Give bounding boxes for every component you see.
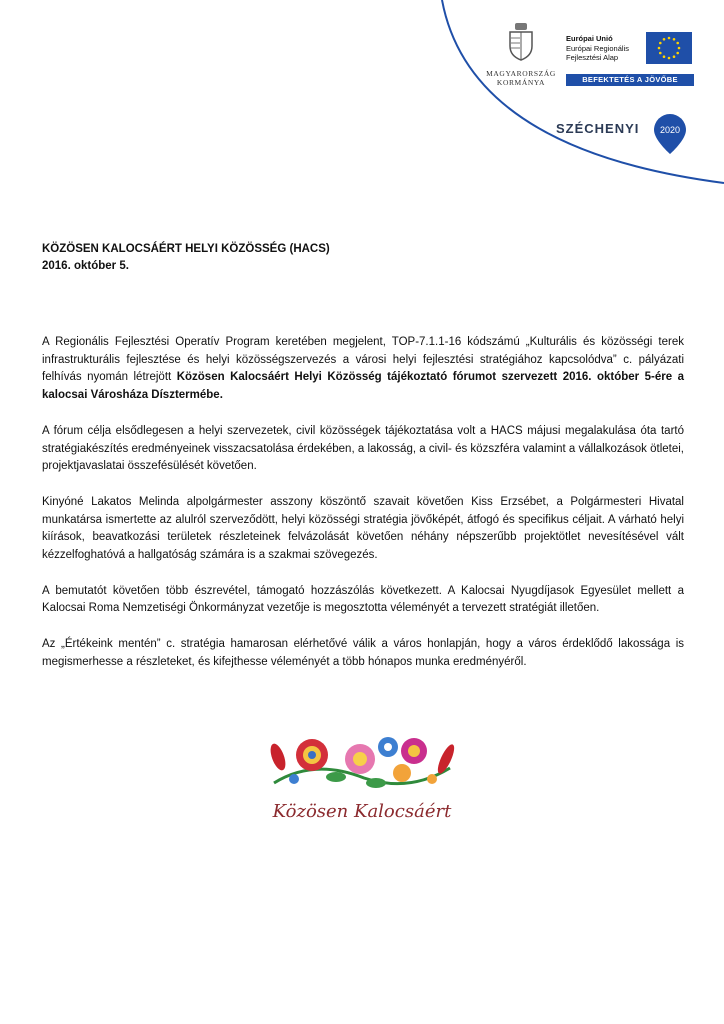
document-body xyxy=(42,334,684,690)
eu-fund-logo xyxy=(566,34,694,84)
kalocsa-flowers-icon xyxy=(264,733,460,799)
paragraph-2: A fórum célja elsődlegesen a helyi szervezetek, civil közösségek tájékoztatása volt a HACS májusi megalakulása óta tartó stratégiakészítés eredményeinek visszacsatolása érdekében, a lakosság, a civil- és közszféra valamint a vállalkozások ötletei, projektjavaslatai összefésülését követően. xyxy=(42,424,684,473)
eu-line1: Európai Unió xyxy=(566,34,613,43)
decorative-arc xyxy=(0,0,724,200)
eu-line2: Európai Regionális xyxy=(566,43,629,53)
kozosen-kalocsaert-logo xyxy=(264,733,460,827)
eu-flag-icon xyxy=(646,32,692,64)
gov-name-line2: KORMÁNYA xyxy=(496,78,546,87)
document-date: 2016. október 5. xyxy=(42,260,129,272)
location-pin-icon xyxy=(652,112,688,156)
document-title: KÖZÖSEN KALOCSÁÉRT HELYI KÖZÖSSÉG (HACS) xyxy=(42,243,330,255)
hungarian-government-logo xyxy=(484,22,558,87)
paragraph-1 xyxy=(42,334,684,405)
paragraph-1-text: A Regionális Fejlesztési Operatív Program keretében megjelent, TOP-7.1.1-16 kódszámú „Kulturális és közösségi terek infrastrukturális fejlesztése és helyi közösségszervezés a városi helyi fejlesztési stratégiához kapcsolódva” c. pályázati felhívás nyomán létrejött xyxy=(42,336,684,384)
gov-name-line1: MAGYARORSZÁG xyxy=(486,69,556,78)
eu-line3: Fejlesztési Alap xyxy=(566,53,619,62)
paragraph-3: Kinyóné Lakatos Melinda alpolgármester asszony köszöntő szavait követően Kiss Erzsébet, a Polgármesteri Hivatal munkatársa ismertette az alulról szerveződött, helyi közösségi stratégia jövőképét, átfogó és specifikus céljait. A várható helyi kiírások, beavatkozási területek részleteinek felvázolását követően néhány népszerűbb projektötlet nevesítésével vált kézzelfoghatóvá a hallgatóság számára is a szakmai szövegezés. xyxy=(42,495,684,562)
eu-slogan-bar: BEFEKTETÉS A JÖVŐBE xyxy=(566,74,694,86)
szechenyi-2020-logo xyxy=(556,120,681,138)
szechenyi-wordmark: SZÉCHENYI xyxy=(556,121,640,136)
paragraph-5: Az „Értékeink mentén” c. stratégia hamarosan elérhetővé válik a város honlapján, hogy a város érdeklődő lakossága is megismerhesse a részleteket, és kifejthesse véleményét a több hónapos munka eredményéről. xyxy=(42,638,684,668)
document-header xyxy=(42,241,330,275)
coat-of-arms-icon xyxy=(506,22,536,62)
szechenyi-year: 2020 xyxy=(659,125,681,135)
logo-caption: Közösen Kalocsáért xyxy=(272,801,452,822)
paragraph-1-bold: Közösen Kalocsáért Helyi Közösség tájékoztató fórumot szervezett 2016. október 5-ére a kalocsai Városháza Dísztermébe. xyxy=(42,371,684,402)
paragraph-4: A bemutatót követően több észrevétel, támogató hozzászólás következett. A Kalocsai Nyugdíjasok Egyesület mellett a Kalocsai Roma Nemzetiségi Önkormányzat vezetője is megosztotta véleményét a tervezett stratégiát illetően. xyxy=(42,584,684,615)
